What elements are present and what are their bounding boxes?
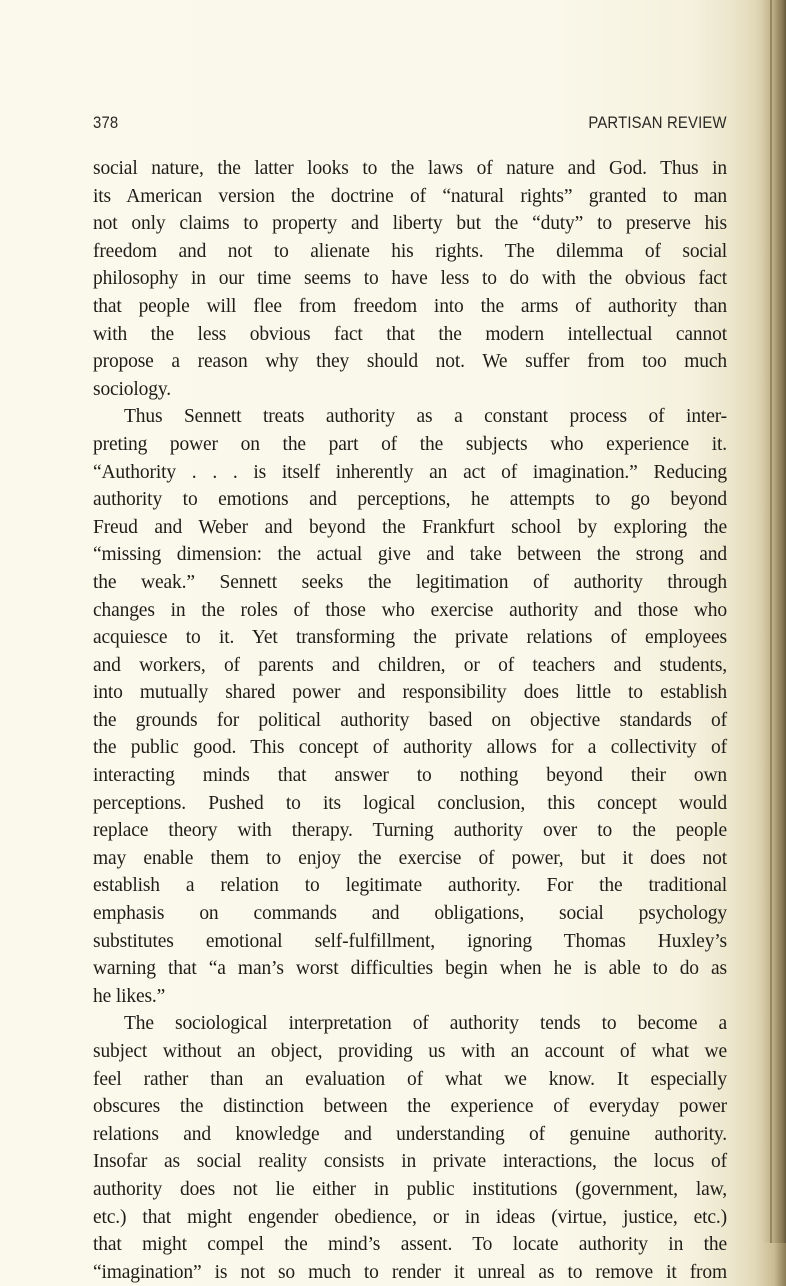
page-number: 378 <box>93 114 119 132</box>
text-line: the public good. This concept of authority allows for a collectivity of <box>93 737 727 759</box>
text-line: acquiesce to it. Yet transforming the private relations of employees <box>93 627 727 649</box>
text-line: its American version the doctrine of “natural rights” granted to man <box>93 185 727 207</box>
text-line: perceptions. Pushed to its logical conclusion, this concept would <box>93 792 727 814</box>
text-line: changes in the roles of those who exercise authority and those who <box>93 599 727 621</box>
text-line: freedom and not to alienate his rights. The dilemma of social <box>93 240 727 262</box>
text-line: The sociological interpretation of authority tends to become a <box>124 1013 727 1035</box>
text-line: etc.) that might engender obedience, or in ideas (virtue, justice, etc.) <box>93 1206 727 1228</box>
text-line: sociology. <box>93 378 171 400</box>
text-line: and workers, of parents and children, or of teachers and students, <box>93 654 727 676</box>
journal-title: PARTISAN REVIEW <box>588 114 727 132</box>
paragraph <box>93 155 727 403</box>
text-line: philosophy in our time seems to have less to do with the obvious fact <box>93 268 727 290</box>
text-line: establish a relation to legitimate authority. For the traditional <box>93 875 727 897</box>
text-line: replace theory with therapy. Turning authority over to the people <box>93 820 727 842</box>
text-line: preting power on the part of the subjects who experience it. <box>93 433 727 455</box>
text-line: obscures the distinction between the experience of everyday power <box>93 1096 727 1118</box>
text-line: Insofar as social reality consists in private interactions, the locus of <box>93 1151 727 1173</box>
text-line: feel rather than an evaluation of what we know. It especially <box>93 1068 727 1090</box>
page-edge-line <box>770 0 772 1243</box>
text-line: authority to emotions and perceptions, he attempts to go beyond <box>93 489 727 511</box>
text-line: interacting minds that answer to nothing beyond their own <box>93 765 727 787</box>
text-line: may enable them to enjoy the exercise of power, but it does not <box>93 847 727 869</box>
text-line: not only claims to property and liberty but the “duty” to preserve his <box>93 213 727 235</box>
text-line: Freud and Weber and beyond the Frankfurt school by exploring the <box>93 516 727 538</box>
running-head <box>93 114 727 136</box>
text-line: he likes.” <box>93 985 166 1007</box>
text-line: “imagination” is not so much to render it unreal as to remove it from <box>93 1261 727 1283</box>
text-line: Thus Sennett treats authority as a constant process of inter- <box>124 406 727 428</box>
text-line: the grounds for political authority based on objective standards of <box>93 709 727 731</box>
text-line: social nature, the latter looks to the laws of nature and God. Thus in <box>93 158 727 179</box>
paragraph <box>93 403 727 1010</box>
body-text <box>93 155 727 1286</box>
text-line: authority does not lie either in public institutions (government, law, <box>93 1178 727 1200</box>
text-line: warning that “a man’s worst difficulties begin when he is able to do as <box>93 958 727 980</box>
text-line: propose a reason why they should not. We suffer from too much <box>93 351 727 373</box>
paragraph <box>93 1010 727 1286</box>
text-line: “Authority . . . is itself inherently an act of imagination.” Reducing <box>93 461 727 483</box>
text-line: into mutually shared power and responsibility does little to establish <box>93 682 727 704</box>
text-line: emphasis on commands and obligations, social psychology <box>93 903 727 925</box>
text-line: relations and knowledge and understanding of genuine authority. <box>93 1123 727 1145</box>
text-line: that might compel the mind’s assent. To locate authority in the <box>93 1234 727 1256</box>
page-binding-edge <box>762 0 786 1243</box>
text-line: subject without an object, providing us with an account of what we <box>93 1041 727 1062</box>
text-line: that people will flee from freedom into the arms of authority than <box>93 295 727 317</box>
text-line: with the less obvious fact that the modern intellectual cannot <box>93 323 727 345</box>
text-line: substitutes emotional self-fulfillment, ignoring Thomas Huxley’s <box>93 930 727 952</box>
text-line: “missing dimension: the actual give and take between the strong and <box>93 544 727 566</box>
text-line: the weak.” Sennett seeks the legitimation of authority through <box>93 571 727 593</box>
